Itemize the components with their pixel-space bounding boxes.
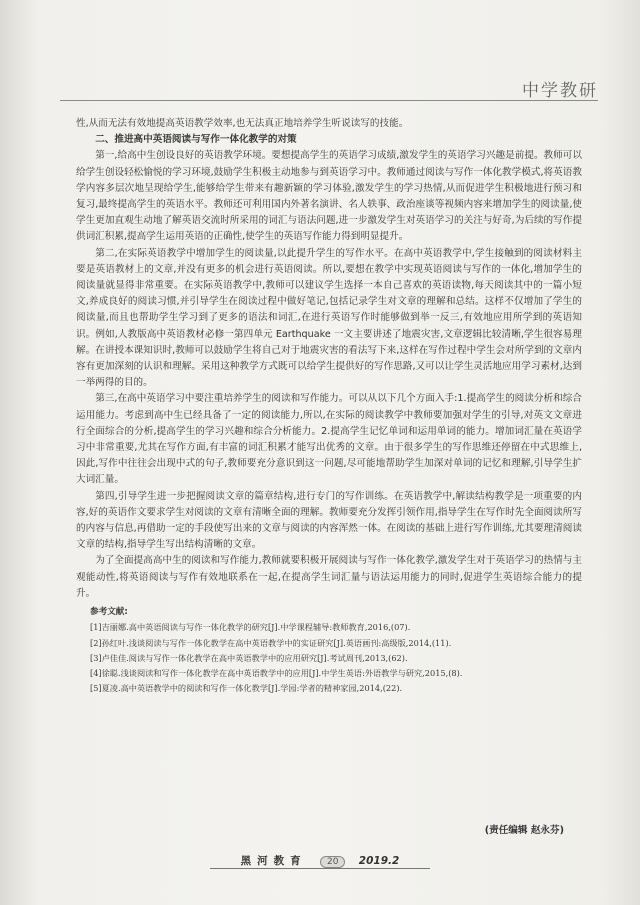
reference-item: [3]卢佳佳.阅读与写作一体化教学在高中英语教学中的应用研究[J].考试周刊,2013,(62). [90, 652, 408, 663]
paragraph-2: 第二,在实际英语教学中增加学生的阅读量,以此提升学生的写作水平。在高中英语教学中,学生接触到的阅读材料主要是英语教材上的文章,并没有更多的机会进行英语阅读。所以,要想在教学中实现英语阅读与写作的一体化,增加学生的阅读量就显得非常重要。在实际英语教学中,教师可以建议学生选择一本自己喜欢的英语读物,每天阅读其中的一篇小短文,养成良好的阅读习惯,并引导学生在阅读过程中做好笔记,包括记录学生对文章的理解和总结。这样不仅增加了学生的阅读量,而且也帮助学生学习到了更多的语法和词汇,在进行英语写作时能够做到举一反三,有效地应用所学到的英语知识。例如,人教版高中英语教材必修一第四单元 Earthquake 一文主要讲述了地震灾害,文章逻辑比较清晰,学生很容易理解。在讲授本课知识时,教师可以鼓励学生将自己对于地震灾害的看法写下来,这样在写作过程中学生会对所学到的文章内容有更加深刻的认识和理解。采用这种教学方式既可以给学生提供好的写作思路,又可以让学生灵活地应用学习素材,达到一举两得的目的。 [76, 247, 582, 389]
paragraph-3: 第三,在高中英语学习中要注重培养学生的阅读和写作能力。可以从以下几个方面入手:1.提高学生的阅读分析和综合运用能力。考虑到高中生已经具备了一定的阅读能力,所以,在实际的阅读教学中教师要加强对学生的引导,对英文文章进行全面综合的分析,提高学生的学习兴趣和综合分析能力。2.提高学生记忆单词和运用单词的能力。增加词汇量在英语学习中非常重要,尤其在写作方面,有丰富的词汇积累才能写出优秀的文章。由于很多学生的写作思维还停留在中式思维上,因此,写作中往往会出现中式的句子,教师要充分意识到这一问题,尽可能地帮助学生加深对单词的记忆和理解,引导学生扩大词汇量。 [76, 393, 582, 486]
page-header [60, 76, 598, 102]
section-heading: 二、推进高中英语阅读与写作一体化教学的对策 [95, 134, 297, 146]
issue-date: 2019.2 [358, 855, 400, 867]
journal-name: 黑河教育 [240, 855, 307, 867]
reference-item: [2]孙红叶.浅谈阅读与写作一体化教学在高中英语教学中的实证研究[J].英语画刊:高级版,2014,(11). [90, 637, 452, 648]
editor-credit [485, 822, 564, 836]
lead-paragraph: 性,从而无法有效地提高英语教学效率,也无法真正地培养学生听说读写的技能。 [76, 118, 409, 129]
editor-label: (责任编辑 [484, 825, 528, 836]
references-title: 参考文献: [90, 607, 128, 618]
reference-item: [4]徐聪.浅谈阅读和写作一体化教学在高中英语教学中的应用[J].中学生英语:外语教学与研究,2015,(8). [90, 667, 463, 678]
editor-name: 赵永芬) [530, 825, 564, 836]
paragraph-1: 第一,给高中生创设良好的英语教学环境。要想提高学生的英语学习成绩,激发学生的英语学习兴趣是前提。教师可以给学生创设轻松愉悦的学习环境,鼓励学生积极主动地参与到英语学习中。教师通过阅读与写作一体化教学模式,将英语教学内容多层次地呈现给学生,能够给学生带来有趣新颖的学习体验,激发学生的学习热情,从而促进学生积极地进行预习和复习,最终提高学生的英语水平。教师还可利用国内外著名演讲、名人轶事、政治座谈等视频内容来增加学生的阅读量,使学生更加直观生动地了解英语交流时所采用的词汇与语法问题,进一步激发学生对英语学习的关注与好奇,为后续的写作提供词汇积累,提高学生运用英语的正确性,使学生的英语写作能力得到明显提升。 [76, 150, 582, 243]
column-title: 中学教研 [522, 81, 598, 101]
page-number: 20 [320, 856, 345, 868]
paragraph-4: 第四,引导学生进一步把握阅读文章的篇章结构,进行专门的写作训练。在英语教学中,解读结构教学是一项重要的内容,好的英语作文要求学生对阅读的文章有清晰全面的理解。教师要充分发挥引领作用,指导学生在写作时先全面阅读所写的内容与信息,再借助一定的手段使写出来的文章与阅读的内容浑然一体。在阅读的基础上进行写作训练,尤其要理清阅读文章的结构,指导学生写出结构清晰的文章。 [76, 490, 582, 551]
page-footer [0, 853, 640, 873]
footer-rule [210, 868, 430, 869]
reference-item: [5]夏凌.高中英语教学中的阅读和写作一体化教学[J].学园:学者的精神家园,2014,(22). [90, 683, 403, 694]
article-body [76, 116, 582, 696]
header-rule [60, 100, 598, 101]
reference-item: [1]吉丽娜.高中英语阅读与写作一体化教学的研究[J].中学课程辅导:教师教育,2016,(07). [90, 622, 411, 633]
paragraph-5: 为了全面提高高中生的阅读和写作能力,教师就要积极开展阅读与写作一体化教学,激发学生对于英语学习的热情与主观能动性,将英语阅读与写作有效地联系在一起,在提高学生词汇量与语法运用能力的同时,促进学生英语综合能力的提升。 [76, 555, 582, 599]
